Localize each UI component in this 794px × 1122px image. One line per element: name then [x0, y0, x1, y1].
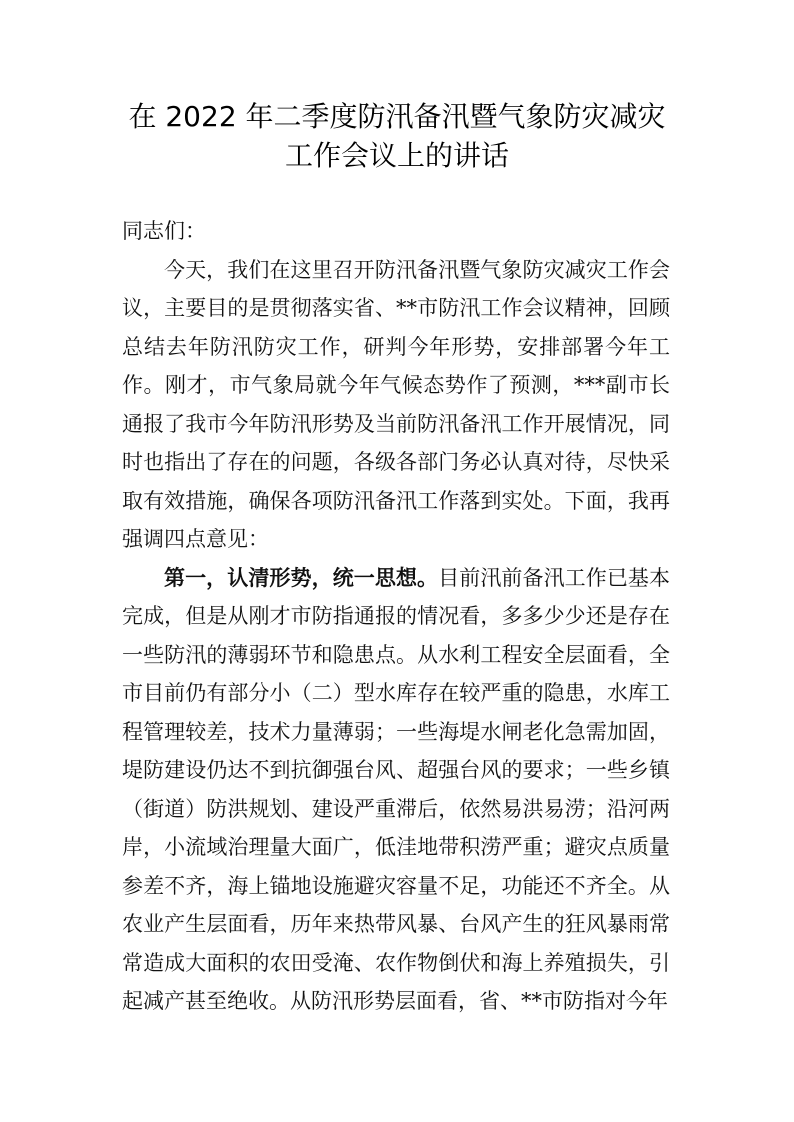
point-one-text: 目前汛前备汛工作已基本完成，但是从刚才市防指通报的情况看，多多少少还是存在一些防汛的薄弱环节和隐患点。从水利工程安全层面看，全市目前仍有部分小（二）型水库存在较严重的隐患，水库工程管理较差，技术力量薄弱；一些海堤水闸老化急需加固， 堤防建设仍达不到抗御强台风、超强台风的要求；一些乡镇（街道）防洪规划、建设严重滞后，依然易洪易涝；沿河两岸，小流域治理量大面广，低洼地带积涝严重；避灾点质量参差不齐，海上锚地设施避灾容量不足，功能还不齐全。从农业产生层面看，历年来热带风暴、台风产生的狂风暴雨常常造成大面积的农田受淹、农作物倒伏和海上养殖损失，引起减产甚至绝收。从防汛形势层面看，省、**市防指对今年: [122, 565, 671, 1013]
point-one-heading: 第一，认清形势，统一思想。: [164, 565, 439, 590]
paragraph-opening: 今天，我们在这里召开防汛备汛暨气象防灾减灾工作会议，主要目的是贯彻落实省、**市防汛工作会议精神，回顾总结去年防汛防灾工作，研判今年形势，安排部署今年工作。刚才，市气象局就今年气候态势作了预测，***副市长通报了我市今年防汛形势及当前防汛备汛工作开展情况，同时也指出了存在的问题，各级各部门务必认真对待，尽快采取有效措施，确保各项防汛备汛工作落到实处。下面，我再强调四点意见：: [122, 257, 670, 551]
document-body: [122, 212, 670, 1021]
paragraph-point-one: [122, 559, 670, 1021]
salutation: 同志们：: [122, 219, 206, 243]
document-title-line-2: 工作会议上的讲话: [284, 139, 509, 172]
document-title-line-1: 在 2022 年二季度防汛备汛暨气象防灾减灾: [128, 100, 666, 133]
